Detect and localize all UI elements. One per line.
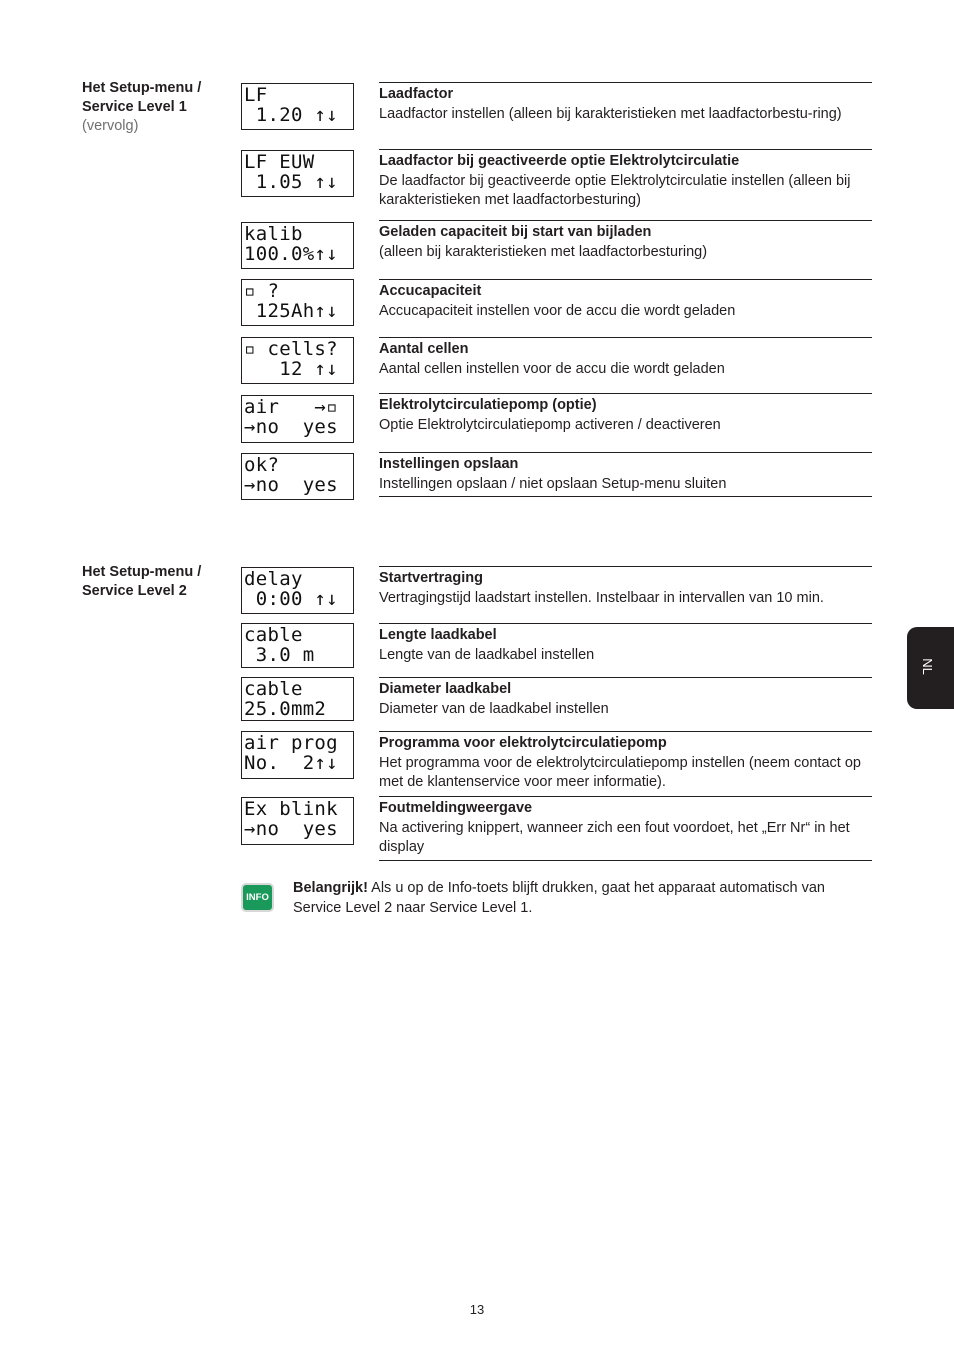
lcd-display [241, 567, 354, 614]
lcd-line-2: 1.05 ↑↓ [244, 171, 338, 193]
lcd-line-2: 100.0%↑↓ [244, 243, 338, 265]
lcd-display [241, 337, 354, 384]
entry-title: Laadfactor bij geactiveerde optie Elektrolytcirculatie [379, 153, 740, 169]
entry-aantal-cellen [379, 337, 872, 379]
lcd-line-2: 0:00 ↑↓ [244, 588, 338, 610]
divider [379, 860, 872, 861]
info-icon-label: INFO [246, 892, 269, 903]
entry-description: Aantal cellen instellen voor de accu die wordt geladen [379, 360, 725, 377]
lcd-display [241, 453, 354, 500]
entry-description: Diameter van de laadkabel instellen [379, 700, 609, 717]
entry-laadfactor [379, 82, 872, 124]
entry-title: Laadfactor [379, 86, 454, 102]
entry-programma-pomp [379, 731, 872, 793]
lcd-line-2: 1.20 ↑↓ [244, 104, 338, 126]
lcd-line-2: 12 ↑↓ [244, 358, 338, 380]
lcd-line-1: cable [244, 678, 303, 700]
entry-description: Na activering knippert, wanneer zich een fout voordoet, het „Err Nr“ in het display [379, 819, 850, 855]
note-bold: Belangrijk! [293, 880, 368, 896]
entry-instellingen-opslaan [379, 452, 872, 494]
lcd-line-1: Ex blink [244, 798, 338, 820]
entry-accucapaciteit [379, 279, 872, 321]
entry-title: Accucapaciteit [379, 283, 482, 299]
note-text: Als u op de Info-toets blijft drukken, gaat het apparaat automatisch van Service Level 2 naar Service Level 1. [293, 880, 825, 916]
entry-description: Instellingen opslaan / niet opslaan Setup-menu sluiten [379, 475, 727, 492]
entry-title: Programma voor elektrolytcirculatiepomp [379, 735, 667, 751]
lcd-line-1: air prog [244, 732, 338, 754]
lcd-display [241, 222, 354, 269]
lcd-line-2: 25.0mm2 [244, 698, 327, 720]
entry-startvertraging [379, 566, 872, 608]
entry-lengte-laadkabel [379, 623, 872, 665]
entry-diameter-laadkabel [379, 677, 872, 719]
lcd-display [241, 395, 354, 443]
lcd-line-2: →no yes [244, 416, 338, 438]
language-tab-label: NL [919, 658, 935, 675]
entry-title: Lengte laadkabel [379, 627, 497, 643]
entry-laadfactor-euw [379, 149, 872, 211]
info-icon [241, 883, 274, 912]
entry-title: Foutmeldingweergave [379, 800, 533, 816]
entry-description: Vertragingstijd laadstart instellen. Instelbaar in intervallen van 10 min. [379, 589, 824, 606]
entry-description: Lengte van de laadkabel instellen [379, 646, 595, 663]
entry-elektrolytcirculatiepomp [379, 393, 872, 435]
entry-description: (alleen bij karakteristieken met laadfactorbesturing) [379, 243, 708, 260]
entry-title: Elektrolytcirculatiepomp (optie) [379, 397, 597, 413]
section-label-level-1 [82, 79, 232, 136]
entry-description: De laadfactor bij geactiveerde optie Elektrolytcirculatie instellen (alleen bij karakteristieken met laadfactorbesturing) [379, 172, 851, 208]
lcd-line-1: ok? [244, 454, 280, 476]
lcd-line-2: No. 2↑↓ [244, 752, 338, 774]
lcd-line-1: ▫ cells? [244, 338, 338, 360]
entry-title: Diameter laadkabel [379, 681, 512, 697]
lcd-display [241, 677, 354, 721]
lcd-line-1: ▫ ? [244, 280, 280, 302]
entry-title: Startvertraging [379, 570, 483, 586]
lcd-display [241, 150, 354, 197]
entry-description: Accucapaciteit instellen voor de accu die wordt geladen [379, 302, 736, 319]
entry-title: Instellingen opslaan [379, 456, 519, 472]
lcd-line-2: 3.0 m [244, 644, 315, 666]
lcd-line-1: air →▫ [244, 396, 338, 418]
page-number: 13 [469, 1302, 485, 1317]
lcd-line-2: 125Ah↑↓ [244, 300, 338, 322]
lcd-line-1: delay [244, 568, 303, 590]
entry-foutmeldingweergave [379, 796, 872, 858]
lcd-line-1: cable [244, 624, 303, 646]
entry-kalib [379, 220, 872, 262]
lcd-display [241, 797, 354, 845]
entry-description: Optie Elektrolytcirculatiepomp activeren / deactiveren [379, 416, 721, 433]
lcd-display [241, 731, 354, 779]
lcd-display [241, 279, 354, 326]
section-continued: (vervolg) [82, 118, 139, 134]
entry-description: Laadfactor instellen (alleen bij karakteristieken met laadfactorbestu-ring) [379, 105, 842, 122]
entry-title: Aantal cellen [379, 341, 469, 357]
section-title: Het Setup-menu / Service Level 1 [82, 80, 202, 115]
entry-description: Het programma voor de elektrolytcirculatiepomp instellen (neem contact op met de klantenservice voor meer informatie). [379, 754, 861, 790]
divider [379, 496, 872, 497]
info-note [293, 879, 873, 918]
entry-title: Geladen capaciteit bij start van bijladen [379, 224, 652, 240]
section-title: Het Setup-menu / Service Level 2 [82, 564, 202, 599]
lcd-display [241, 623, 354, 668]
lcd-line-2: →no yes [244, 818, 338, 840]
language-tab [907, 627, 954, 709]
lcd-line-1: kalib [244, 223, 303, 245]
section-label-level-2 [82, 563, 232, 601]
lcd-line-1: LF [244, 84, 268, 106]
lcd-line-2: →no yes [244, 474, 338, 496]
lcd-line-1: LF EUW [244, 151, 315, 173]
lcd-display [241, 83, 354, 130]
